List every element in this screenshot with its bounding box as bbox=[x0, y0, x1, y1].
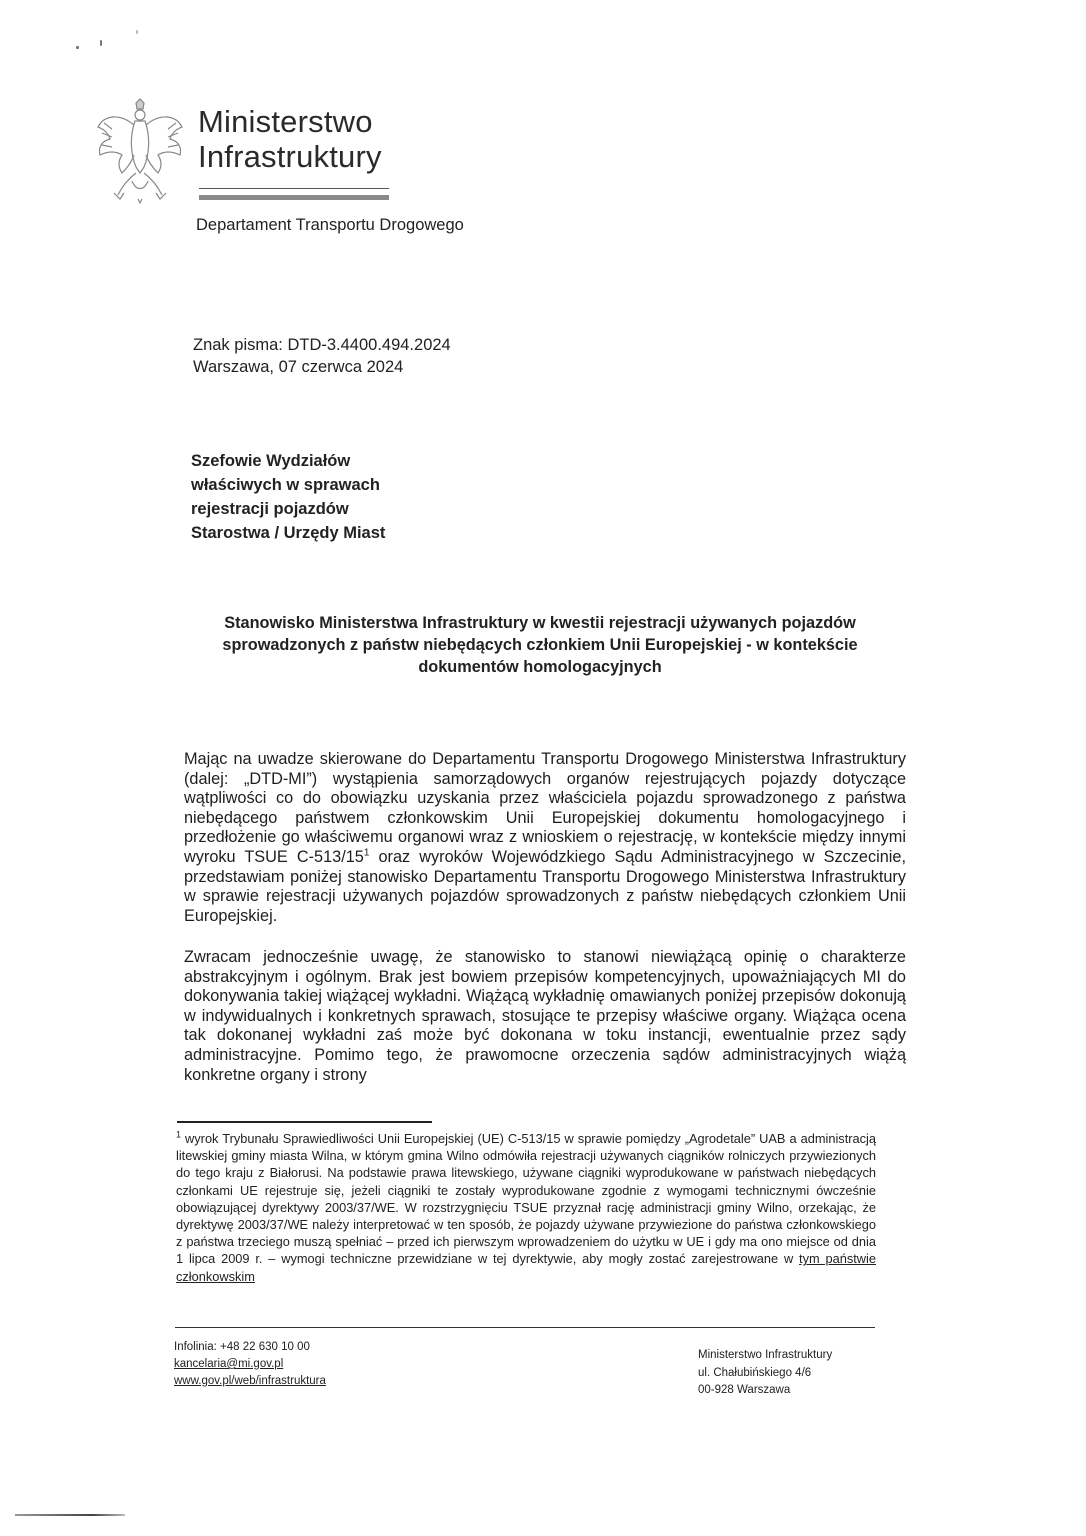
reference-number: Znak pisma: DTD-3.4400.494.2024 bbox=[193, 336, 451, 354]
email-link[interactable]: kancelaria@mi.gov.pl bbox=[174, 1358, 284, 1370]
addressee-line: Starostwa / Urzędy Miast bbox=[191, 524, 386, 542]
footer-contact bbox=[174, 1339, 326, 1390]
address-line: 00-928 Warszawa bbox=[698, 1384, 791, 1396]
department-name: Departament Transportu Drogowego bbox=[196, 216, 464, 234]
footnote-mark: 1 bbox=[176, 1129, 182, 1140]
ministry-name bbox=[198, 104, 382, 174]
addressee-block bbox=[191, 449, 385, 545]
footer-address bbox=[698, 1347, 832, 1400]
paragraph-1-continuation: oraz wyroków Wojewódzkiego Sądu Administracyjnego w Szczecinie, przedstawiam poniżej stanowisko Departamentu Transportu Drogowego Ministerstwa Infrastruktury w sprawie rejestracji używanych pojazdów sprowadzonych z państw niebędących członkiem Unii Europejskiej. bbox=[184, 847, 906, 925]
website-link[interactable]: www.gov.pl/web/infrastruktura bbox=[174, 1375, 326, 1387]
addressee-line: rejestracji pojazdów bbox=[191, 500, 349, 518]
body-paragraph-2: Zwracam jednocześnie uwagę, że stanowisko to stanowi niewiążącą opinię o charakterze abstrakcyjnym i ogólnym. Brak jest bowiem przepisów kompetencyjnych, upoważniających MI do dokonywania takiej wiążącej wykładni. Wiążącą wykładnię omawianych poniżej przepisów dokonują w indywidualnych i konkretnych sprawach, stosujące te przepisy właściwe organy. Wiążąca ocena tak dokonanej wykładni zaś może być dokonana w toku instancji, ewentualnie przez sądy administracyjne. Pomimo tego, że prawomocne orzeczenia sądów administracyjnych wiążą konkretne organy i strony bbox=[184, 948, 906, 1084]
footnote-reference-mark: 1 bbox=[363, 847, 370, 859]
ministry-name-line2: Infrastruktury bbox=[198, 139, 382, 174]
footnote-text-underlined: tym państwie członkowskim bbox=[176, 1251, 876, 1284]
footnote-text: wyrok Trybunału Sprawiedliwości Unii Europejskiej (UE) C-513/15 w sprawie pomiędzy „Agrodetale” UAB a administracją litewskiej gminy miasta Wilna, w którym gmina Wilno odmówiła rejestracji używanych ciągników rolniczych przywiezionych do tego kraju z Białorusi. Na podstawie prawa litewskiego, używane ciągniki wyprodukowane w państwach niebędących członkami UE rejestruje się, jeżeli ciągniki te zostały wyprodukowane zgodnie z wymogami technicznymi ówcześnie obowiązującej dyrektywy 2003/37/WE. W rozstrzygnięciu TSUE przyznał rację administracji gminy Wilno, orzekając, że dyrektywę 2003/37/WE należy interpretować w ten sposób, że pojazdy używane przywiezione do państwa członkowskiego z państwa trzeciego muszą spełniać – przed ich pierwszym wprowadzeniem do użytku w UE i gdy ma ono miejsce od dnia 1 lipca 2009 r. – wymogi techniczne przewidziane w tej dyrektywie, aby mogły zostać zarejestrowane w bbox=[176, 1131, 876, 1267]
address-line: ul. Chałubińskiego 4/6 bbox=[698, 1366, 812, 1379]
paragraph-1-text: Mając na uwadze skierowane do Departamentu Transportu Drogowego Ministerstwa Infrastruktury (dalej: „DTD-MI”) wystąpienia samorządowych organów rejestrujących pojazdy dotyczące wątpliwości co do obowiązku uzyskania przez właściciela pojazdu sprowadzonego z państwa niebędącego państwem członkowskim Unii Europejskiej dokumentu homologacyjnego i przedłożenie go właściwemu organowi wraz z wnioskiem o rejestrację, w kontekście między innymi wyroku TSUE C-513/15 bbox=[184, 750, 906, 866]
hotline: Infolinia: +48 22 630 10 00 bbox=[174, 1341, 310, 1353]
scan-edge-mark bbox=[15, 1514, 125, 1516]
ministry-name-line1: Ministerstwo bbox=[198, 104, 373, 139]
address-line: Ministerstwo Infrastruktury bbox=[698, 1349, 833, 1361]
letterhead-divider-thick bbox=[199, 195, 389, 200]
footnote-separator bbox=[177, 1121, 432, 1123]
addressee-line: Szefowie Wydziałów bbox=[191, 452, 351, 470]
letter-meta bbox=[193, 334, 451, 378]
polish-eagle-emblem-icon bbox=[92, 95, 188, 205]
footnote bbox=[176, 1130, 876, 1285]
place-date: Warszawa, 07 czerwca 2024 bbox=[193, 358, 404, 376]
footer-divider bbox=[175, 1327, 875, 1328]
addressee-line: właściwych w sprawach bbox=[191, 476, 380, 494]
letterhead-divider-thin bbox=[199, 188, 389, 189]
letter-subject: Stanowisko Ministerstwa Infrastruktury w kwestii rejestracji używanych pojazdów sprowadzonych z państw niebędących członkiem Unii Europejskiej - w kontekście dokumentów homologacyjnych bbox=[222, 614, 858, 676]
body-paragraph-1 bbox=[184, 750, 906, 926]
